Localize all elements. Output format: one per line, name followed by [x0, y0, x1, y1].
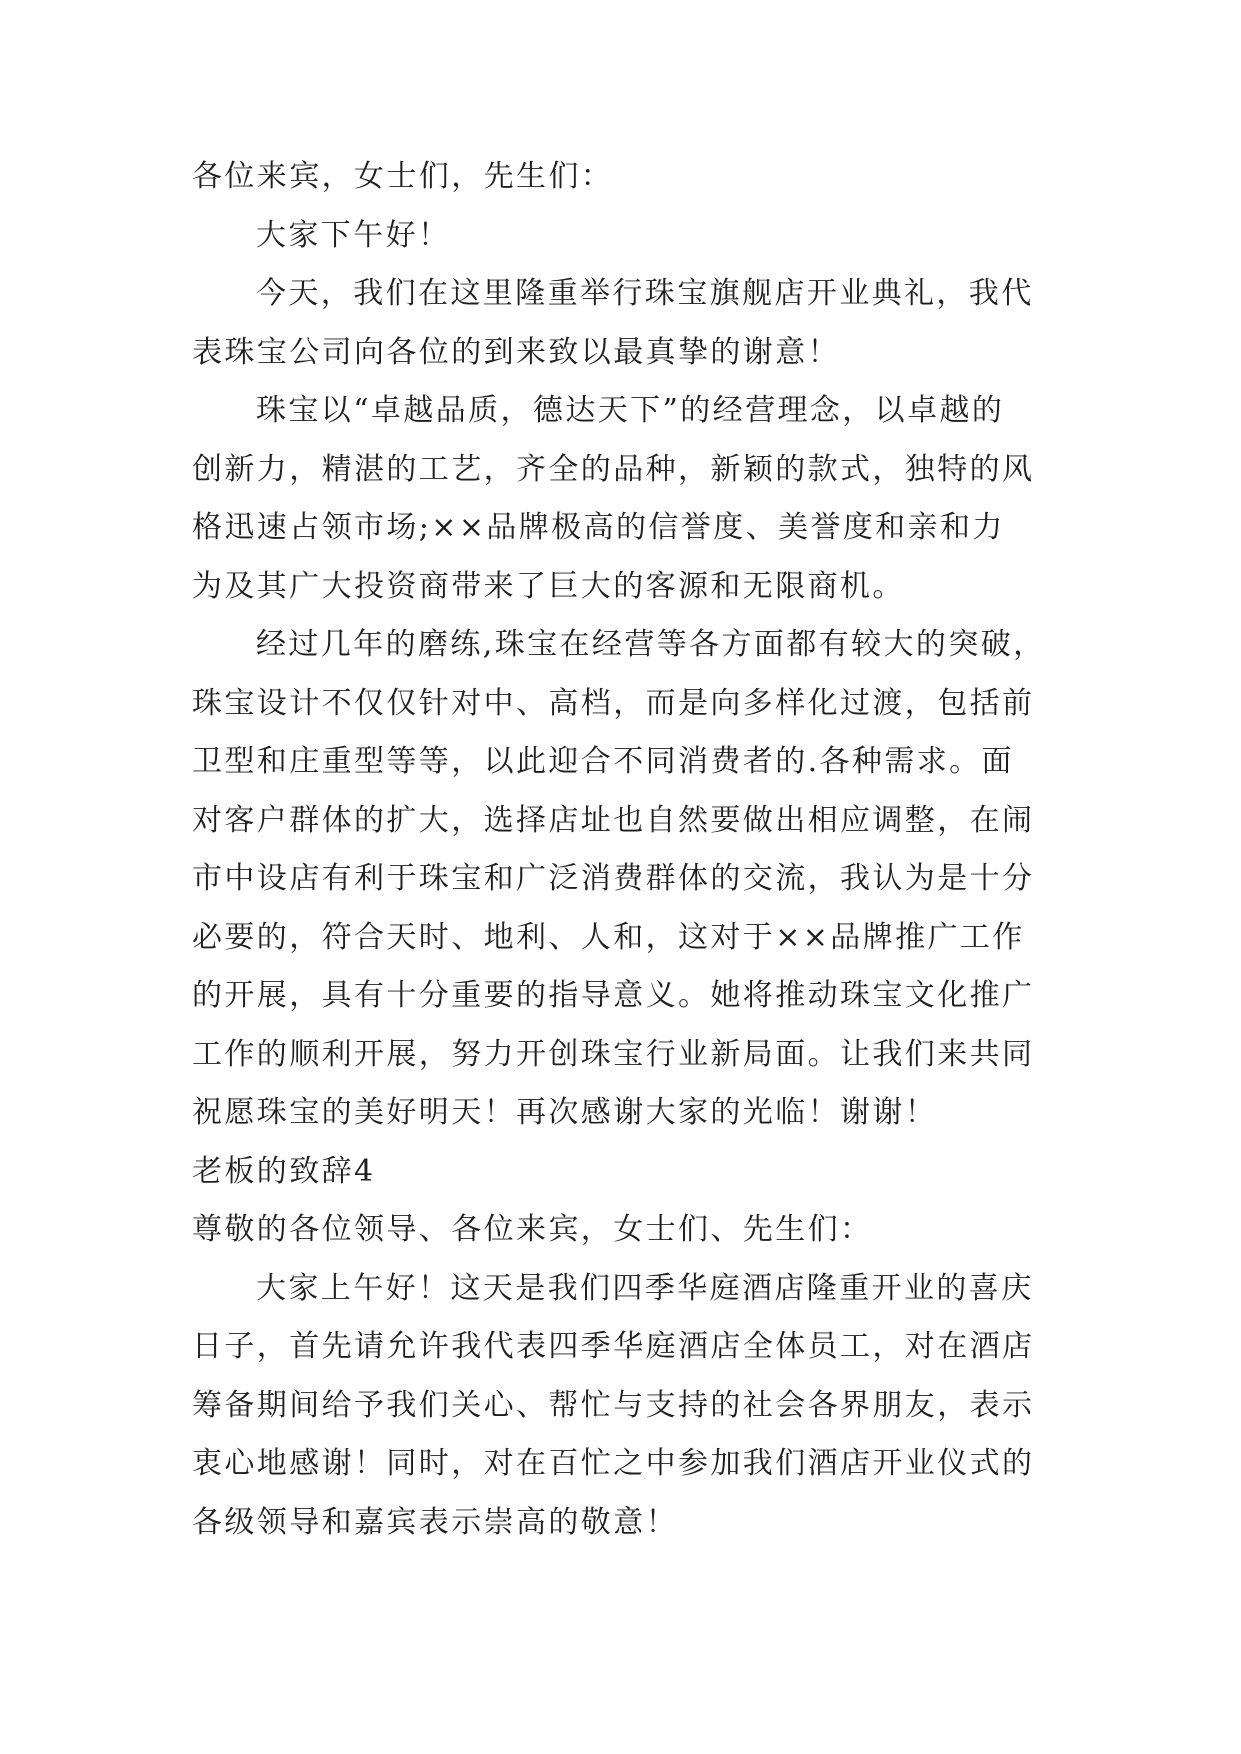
text-line: 今天，我们在这里隆重举行珠宝旗舰店开业典礼，我代	[256, 276, 1034, 311]
text-line: 各位来宾，女士们，先生们：	[192, 159, 614, 194]
text-line: 对客户群体的扩大，选择店址也自然要做出相应调整，在闹	[192, 802, 1035, 838]
text-line: 工作的顺利开展，努力开创珠宝行业新局面。让我们来共同	[192, 1036, 1035, 1072]
text-line: 大家下午好！	[256, 217, 451, 253]
text-line: 筹备期间给予我们关心、帮忙与支持的社会各界朋友，表示	[192, 1387, 1035, 1423]
text-line: 的开展，具有十分重要的指导意义。她将推动珠宝文化推广	[192, 978, 1035, 1013]
section-heading: 老板的致辞4	[192, 1153, 376, 1189]
text-line: 珠宝以“卓越品质，德达天下”的经营理念，以卓越的	[256, 393, 1005, 428]
text-line: 日子，首先请允许我代表四季华庭酒店全体员工，对在酒店	[192, 1329, 1035, 1364]
text-line: 尊敬的各位领导、各位来宾，女士们、先生们：	[192, 1212, 873, 1247]
text-line: 大家上午好！这天是我们四季华庭酒店隆重开业的喜庆	[256, 1270, 1034, 1306]
text-line: 衷心地感谢！同时，对在百忙之中参加我们酒店开业仪式的	[192, 1446, 1035, 1481]
text-line: 卫型和庄重型等等，以此迎合不同消费者的.各种需求。面	[192, 744, 1014, 779]
text-line: 必要的，符合天时、地利、人和，这对于××品牌推广工作	[192, 919, 1025, 955]
text-line: 市中设店有利于珠宝和广泛消费群体的交流，我认为是十分	[192, 861, 1035, 896]
text-line: 珠宝设计不仅仅针对中、高档，而是向多样化过渡，包括前	[192, 685, 1035, 721]
text-line: 为及其广大投资商带来了巨大的客源和无限商机。	[192, 568, 905, 604]
text-line: 格迅速占领市场;××品牌极高的信誉度、美誉度和亲和力	[192, 510, 1005, 545]
text-line: 祝愿珠宝的美好明天！再次感谢大家的光临！谢谢！	[192, 1095, 938, 1130]
document-body	[192, 148, 1056, 1552]
text-line: 表珠宝公司向各位的到来致以最真挚的谢意！	[192, 334, 840, 370]
text-line: 创新力，精湛的工艺，齐全的品种，新颖的款式，独特的风	[192, 451, 1035, 487]
text-line: 各级领导和嘉宾表示崇高的敬意！	[192, 1504, 678, 1540]
text-line: 经过几年的磨练,珠宝在经营等各方面都有较大的突破，	[256, 627, 1046, 662]
